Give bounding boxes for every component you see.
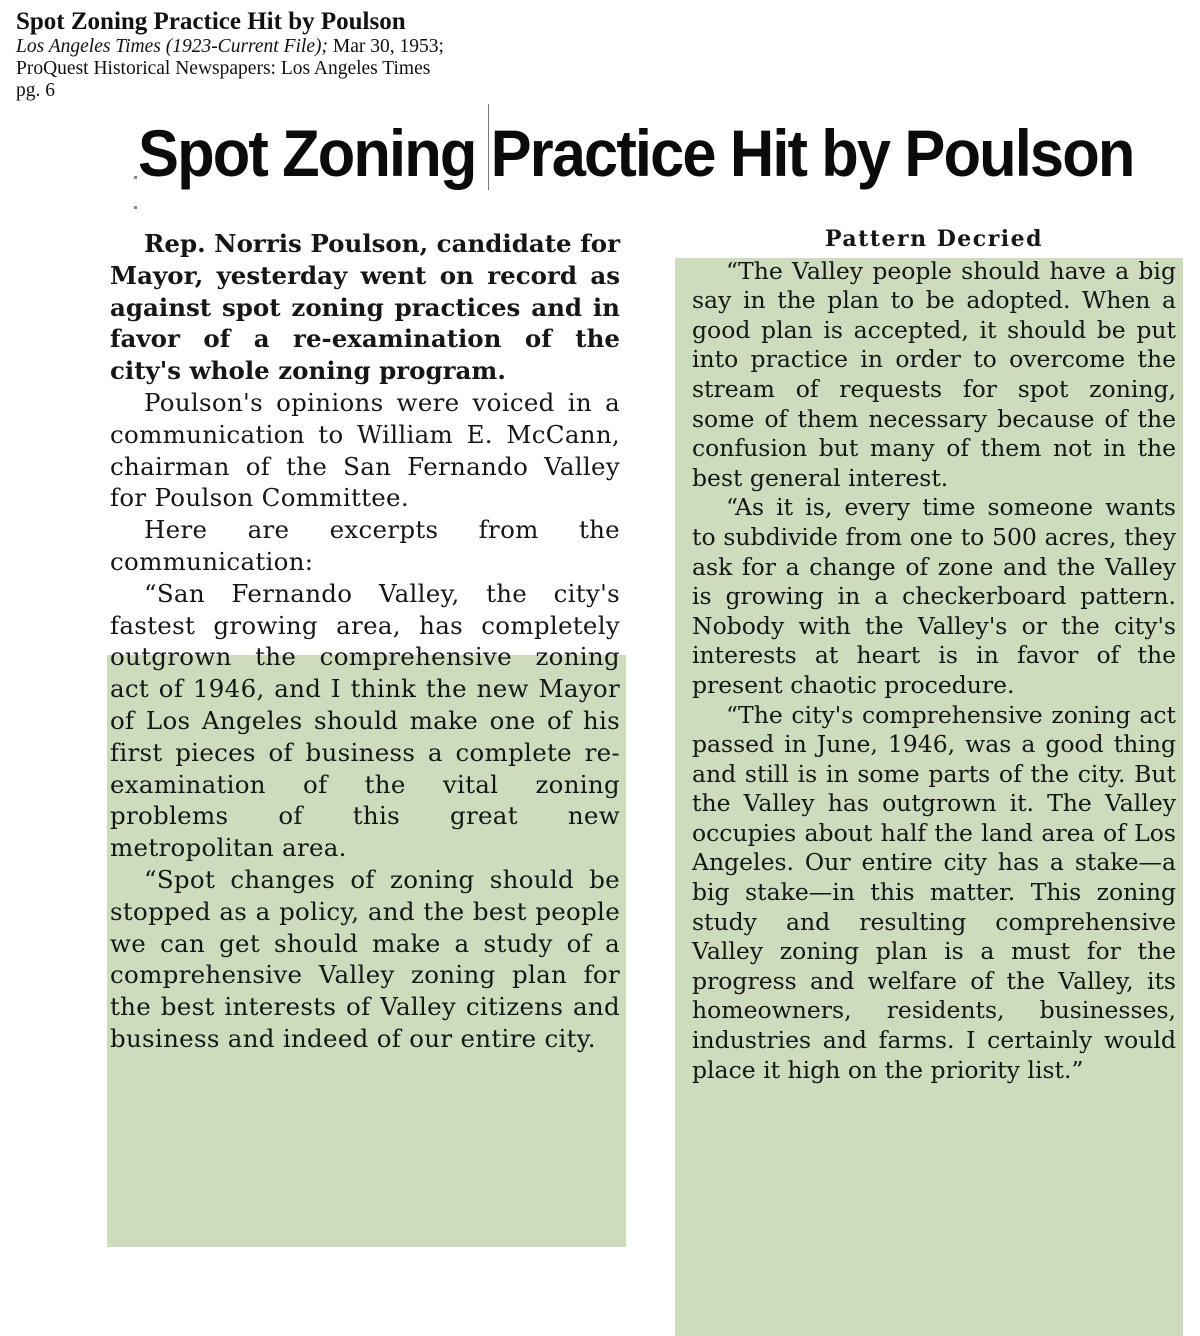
citation-header <box>16 8 576 101</box>
citation-source-line <box>16 36 576 58</box>
scan-mark <box>134 176 137 179</box>
paragraph: “The city's comprehensive zoning act passed in June, 1946, was a good thing and still is in some parts of the city. But the Valley has outgrown it. The Valley occupies about half the land area of Los Angeles. Our entire city has a stake—a big stake—in this matter. This zoning study and resulting comprehensive Valley zoning plan is a must for the progress and welfare of the Valley, its homeowners, residents, businesses, industries and farms. I certainly would place it high on the priority list.” <box>692 700 1176 1084</box>
subheading: Pattern Decried <box>824 226 1044 252</box>
citation-page: pg. 6 <box>16 79 55 101</box>
paragraph: Here are excerpts from the communication: <box>110 515 620 576</box>
paragraph: “San Fernando Valley, the city's fastest growing area, has completely outgrown the comprehensive zoning act of 1946, and I think the new Mayor of Los Angeles should make one of his first pieces of business a complete re-examination of the vital zoning problems of this great new metropolitan area. <box>110 578 620 863</box>
article-column-right <box>692 225 1176 1085</box>
paragraph: “Spot changes of zoning should be stopped as a policy, and the best people we can get should make a study of a comprehensive Valley zoning plan for the best interests of Valley citizens and business and indeed of our entire city. <box>110 864 620 1053</box>
citation-title: Spot Zoning Practice Hit by Poulson <box>16 8 406 35</box>
paragraph: Rep. Norris Poulson, candidate for Mayor, yesterday went on record as against spot zoning practices and in favor of a re-examination of the city's whole zoning program. <box>110 229 620 386</box>
article-column-left <box>110 228 620 1055</box>
paragraph: Poulson's opinions were voiced in a communication to William E. McCann, chairman of the San Fernando Valley for Poulson Committee. <box>110 387 620 513</box>
paragraph: “As it is, every time someone wants to subdivide from one to 500 acres, they ask for a change of zone and the Valley is growing in a checkerboard pattern. Nobody with the Valley's or the city's interests at heart is in favor of the present chaotic procedure. <box>692 493 1176 699</box>
paragraph: “The Valley people should have a big say in the plan to be adopted. When a good plan is accepted, it should be put into practice in order to overcome the stream of requests for spot zoning, some of them necessary because of the confusion but many of them not in the best general interest. <box>692 256 1176 492</box>
article-headline: Spot Zoning Practice Hit by Poulson <box>138 116 1134 190</box>
citation-date: Mar 30, 1953; <box>327 36 444 57</box>
scan-mark <box>134 206 137 209</box>
citation-source: Los Angeles Times (1923-Current File); <box>16 36 328 57</box>
citation-database: ProQuest Historical Newspapers: Los Angeles Times <box>16 57 431 79</box>
